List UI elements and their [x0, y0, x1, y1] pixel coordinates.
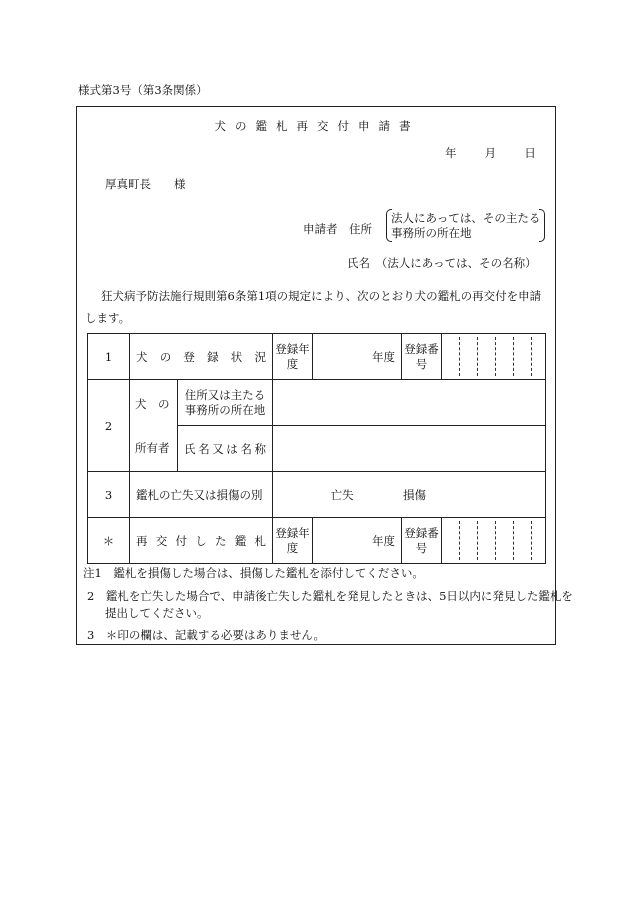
note-2: 2 鑑札を亡失した場合で、申請後亡失した鑑札を発見したときは、5日以内に発見した鑑札を提出してください。: [87, 589, 573, 620]
registration-number-field[interactable]: [442, 334, 546, 380]
table-row: [88, 518, 546, 564]
reissued-tag-char: 鑑: [234, 533, 247, 548]
date-month: 月: [484, 146, 497, 160]
row-number: 2: [88, 380, 130, 472]
table-row: [88, 380, 546, 426]
dog-registration-status-char: 状: [230, 349, 243, 364]
reissued-tag-char: 札: [254, 533, 266, 548]
date-year: 年: [445, 146, 457, 160]
dog-registration-status-char: 況: [254, 349, 266, 364]
registration-number-label: 登録番号: [402, 334, 442, 380]
reissued-tag-char: 付: [175, 533, 187, 548]
row-number: 1: [88, 334, 130, 380]
table-row: [88, 472, 546, 518]
owner-address-label: 住所又は主たる事務所の所在地: [178, 380, 273, 426]
owner-name-char: 称: [254, 441, 266, 456]
registration-table: [87, 333, 546, 564]
owner-label-top: 犬 の: [135, 396, 170, 411]
owner-name-char: 又: [212, 441, 224, 456]
owner-label: [130, 380, 178, 472]
registration-year-label: 登録年度: [273, 334, 313, 380]
option-damage[interactable]: 損傷: [402, 487, 426, 502]
note-1: 注1 鑑札を損傷した場合は、損傷した鑑札を添付してください。: [83, 566, 424, 580]
application-form: [76, 106, 573, 645]
dog-registration-status-char: 登: [183, 349, 195, 364]
form-title: 犬の鑑札再交付申請書: [214, 119, 420, 133]
registration-number-field[interactable]: [442, 518, 546, 564]
intro-paragraph: 狂犬病予防法施行規則第6条第1項の規定により、次のとおり犬の鑑札の再交付を申請します。: [85, 289, 542, 325]
row-number: ＊: [88, 518, 130, 564]
owner-name-char: 名: [240, 441, 252, 456]
owner-name-field[interactable]: [273, 426, 546, 472]
reissued-tag-char: た: [215, 533, 227, 548]
reissued-tag-char: 再: [136, 533, 148, 548]
note-3: 3 ＊印の欄は、記載する必要はありません。: [87, 628, 326, 642]
form-number-label: 様式第3号（第3条関係）: [78, 83, 208, 97]
dog-registration-status-char: 録: [207, 349, 219, 364]
owner-name-char: 氏: [184, 441, 196, 456]
applicant-name-line: 氏名 （法人にあっては、その名称）: [347, 256, 537, 270]
owner-label-bottom: 所有者: [135, 440, 170, 455]
registration-year-field[interactable]: 年度: [313, 518, 402, 564]
table-row: [88, 334, 546, 380]
registration-year-label: 登録年度: [273, 518, 313, 564]
reissued-tag-char: し: [195, 533, 207, 548]
dog-registration-status-char: の: [159, 349, 172, 364]
owner-address-field[interactable]: [273, 380, 546, 426]
date-day: 日: [524, 146, 536, 160]
addressee: 厚真町長 様: [105, 177, 186, 191]
date-line: [445, 145, 536, 161]
applicant-address-label: 申請者 住所: [303, 222, 372, 236]
loss-or-damage-label: 鑑札の亡失又は損傷の別: [130, 472, 273, 518]
dog-registration-status-char: 犬: [136, 349, 148, 364]
registration-year-field[interactable]: 年度: [313, 334, 402, 380]
registration-number-label: 登録番号: [402, 518, 442, 564]
applicant-address-note: 法人にあっては、その主たる事務所の所在地: [391, 211, 541, 240]
row-number: 3: [88, 472, 130, 518]
reissued-tag-label: [130, 518, 273, 564]
owner-name-char: 名: [198, 441, 210, 456]
reissued-tag-char: 交: [155, 533, 168, 548]
owner-name-label: [178, 426, 273, 472]
option-loss[interactable]: 亡失: [330, 487, 354, 502]
dog-registration-status-label: [130, 334, 273, 380]
bracket-right: [539, 209, 545, 242]
owner-name-char: は: [226, 441, 238, 456]
loss-or-damage-field[interactable]: [273, 472, 546, 518]
